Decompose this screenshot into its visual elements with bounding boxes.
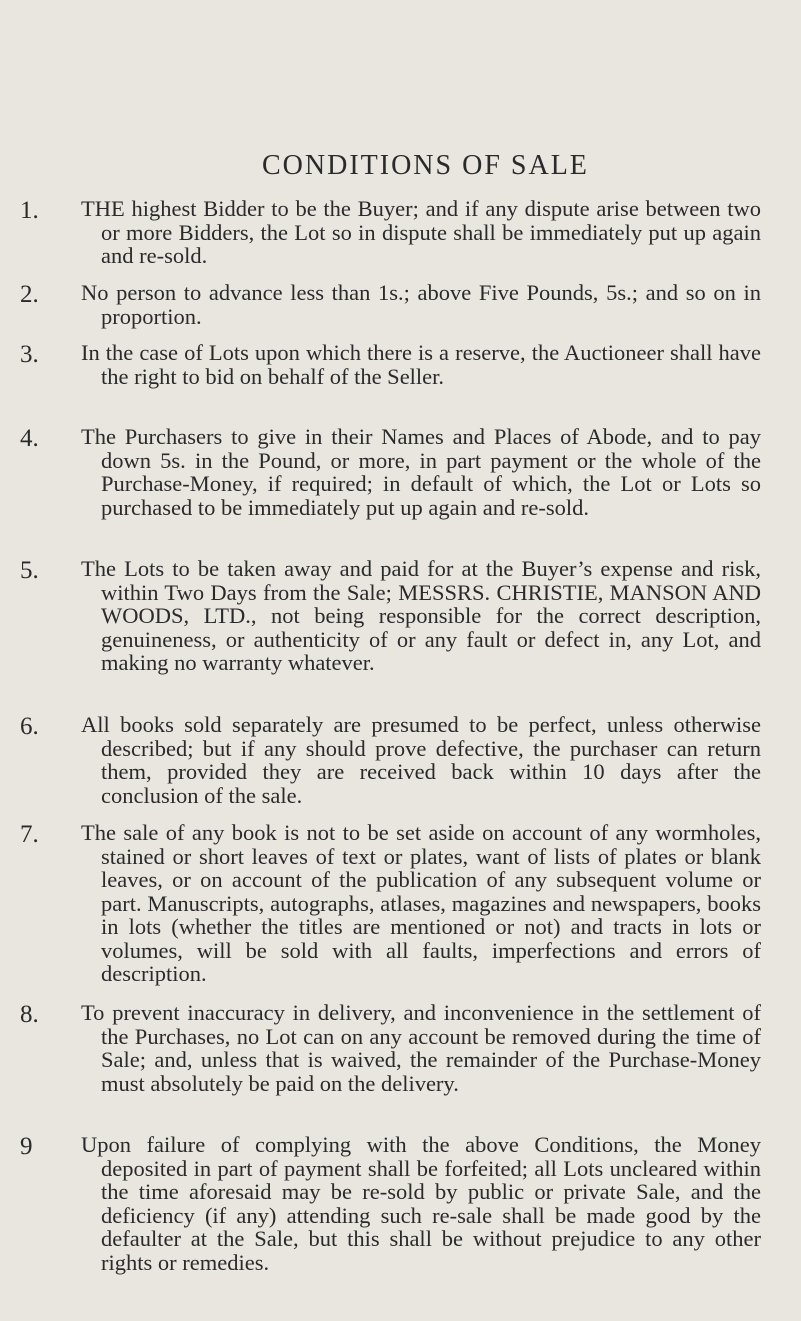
condition-text: THE highest Bidder to be the Buyer; and if any dispute arise between two or more Bidders, the Lot so in dispute shall be immediately put up again and re-sold. (81, 196, 761, 268)
condition-text: No person to advance less than 1s.; above Five Pounds, 5s.; and so on in proportion. (81, 280, 761, 329)
condition-number: 8. (20, 1001, 39, 1028)
condition-number: 7. (20, 821, 39, 848)
page-title: CONDITIONS OF SALE (262, 150, 589, 181)
condition-text: The Purchasers to give in their Names and Places of Abode, and to pay down 5s. in the Pound, or more, in part payment or the whole of the Purchase-Money, if required; in default of which, the Lot or Lots so purchased to be immediately put up again and re-sold. (81, 424, 761, 520)
condition-text: To prevent inaccuracy in delivery, and inconvenience in the settlement of the Purchases, no Lot can on any account be removed during the time of Sale; and, unless that is waived, the remainder of the Purchase-Money must absolutely be paid on the delivery. (81, 1000, 761, 1096)
condition-number: 4. (20, 425, 39, 452)
condition-number: 1. (20, 197, 39, 224)
condition-text: In the case of Lots upon which there is a reserve, the Auctioneer shall have the right to bid on behalf of the Seller. (81, 340, 761, 389)
condition-text: The Lots to be taken away and paid for at the Buyer’s expense and risk, within Two Days from the Sale; MESSRS. CHRISTIE, MANSON AND WOODS, LTD., not being responsible for the correct description, genuineness, or authenticity of or any fault or defect in, any Lot, and making no warranty whatever. (81, 556, 761, 675)
condition-number: 6. (20, 713, 39, 740)
condition-number: 3. (20, 341, 39, 368)
condition-text: Upon failure of complying with the above Conditions, the Money deposited in part of payment shall be forfeited; all Lots uncleared within the time aforesaid may be re-sold by public or private Sale, and the deficiency (if any) attending such re-sale shall be made good by the defaulter at the Sale, but this shall be without prejudice to any other rights or remedies. (81, 1132, 761, 1275)
condition-text: The sale of any book is not to be set aside on account of any wormholes, stained or short leaves of text or plates, want of lists of plates or blank leaves, or on account of the publication of any subsequent volume or part. Manuscripts, autographs, atlases, magazines and newspapers, books in lots (whether the titles are mentioned or not) and tracts in lots or volumes, will be sold with all faults, imperfections and errors of description. (81, 820, 761, 986)
condition-number: 5. (20, 557, 39, 584)
condition-number: 2. (20, 281, 39, 308)
condition-text: All books sold separately are presumed to be perfect, unless otherwise described; but if any should prove defective, the purchaser can return them, provided they are received back within 10 days after the conclusion of the sale. (81, 712, 761, 808)
condition-number: 9 (20, 1133, 33, 1160)
